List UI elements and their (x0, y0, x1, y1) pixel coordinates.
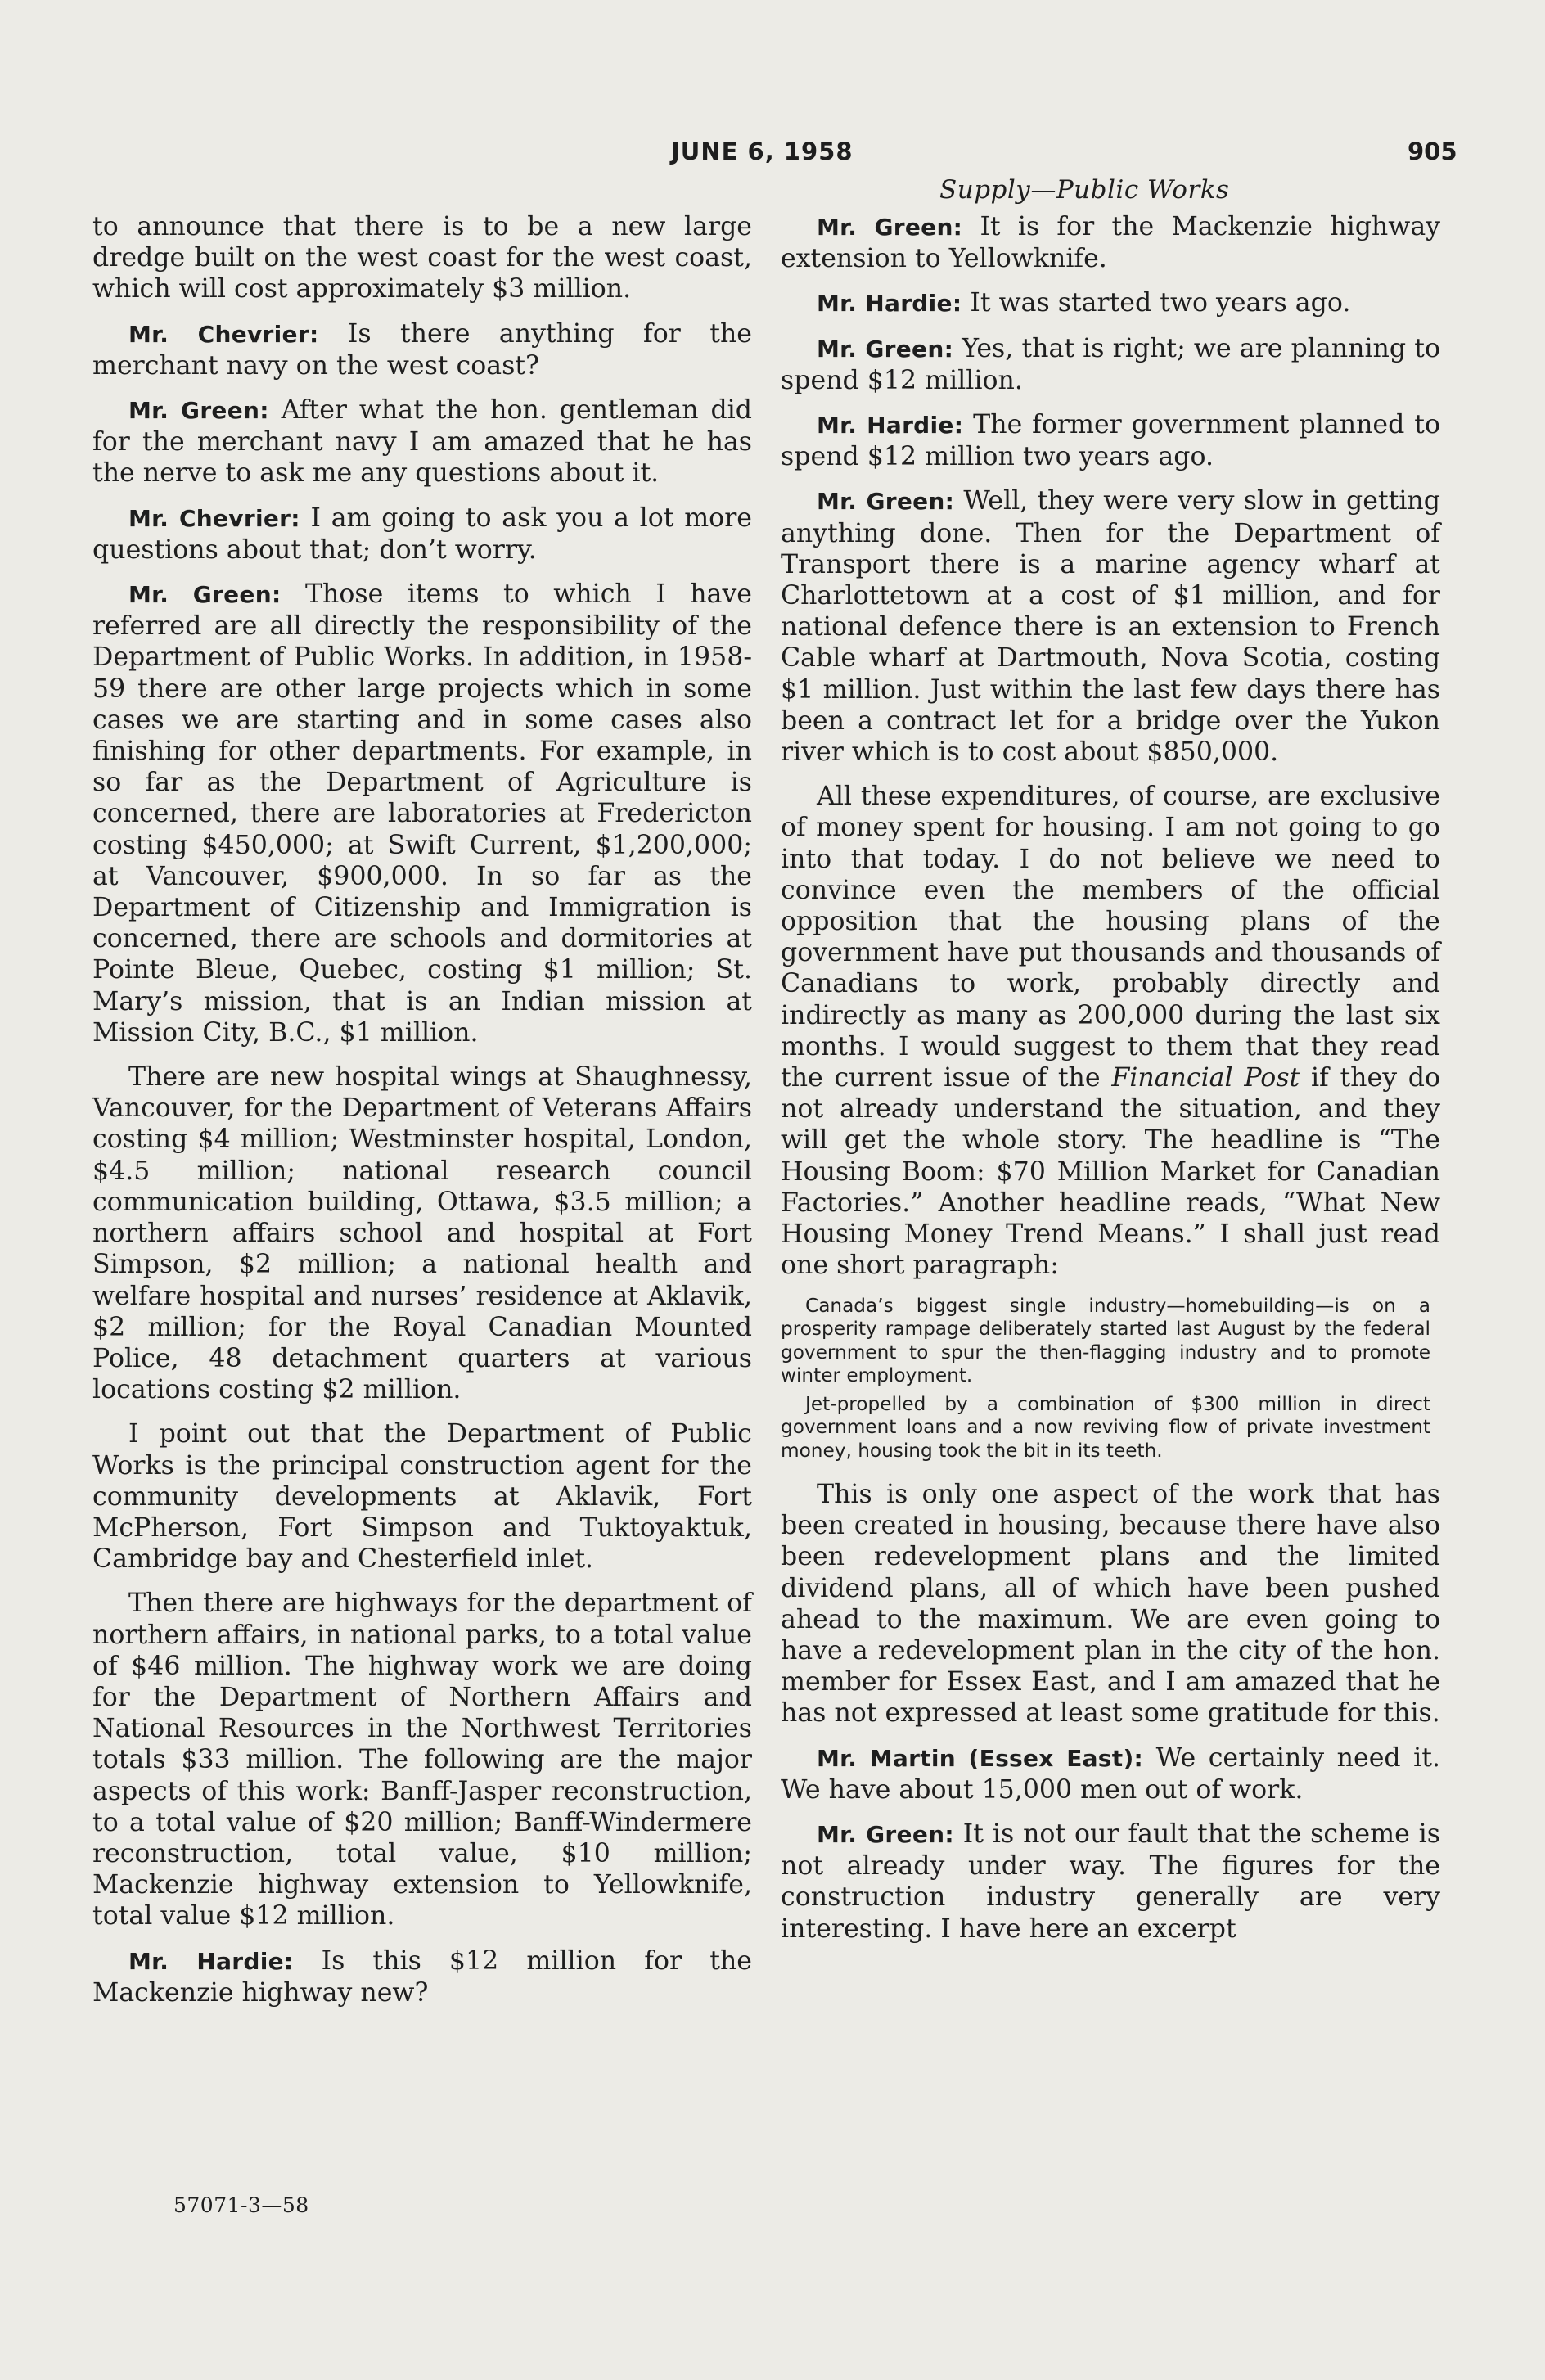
speaker-name: Mr. Green: (128, 581, 282, 609)
text-paragraph (92, 211, 752, 305)
paragraph-text: After what the hon. gentleman did for the merchant navy I am amazed that he has the nerve to ask me any questions about it. (92, 395, 753, 489)
paragraph-text: It was started two years ago. (962, 288, 1351, 318)
speaker-name: Mr. Martin (Essex East): (817, 1744, 1144, 1772)
paragraph-text: This is only one aspect of the work that has been created in housing, because there have also been redevelopment plans and the limited dividend plans, all of which have been pushed ahead to the maximum. We are even going to have a redevelopment plan in the city of the hon. member for Essex East, and I am amazed that he has not expressed at least some gratitude for this. (781, 1480, 1440, 1729)
right-column-lower (781, 1479, 1440, 1945)
speaker-name: Mr. Green: (817, 488, 955, 516)
speaker-name: Mr. Hardie: (817, 290, 962, 318)
text-paragraph (92, 1588, 752, 1931)
paragraph-text: There are new hospital wings at Shaughnessy, Vancouver, for the Department of Veterans Affairs costing $4 million; Westminster hospital, London, $4.5 million; national research council communication building, Ottawa, $3.5 million; a northern affairs school and hospital at Fort Simpson, $2 million; a national health and welfare hospital and nurses’ residence at Aklavik, $2 million; for the Royal Canadian Mounted Police, 48 detachment quarters at various locations costing $2 million. (92, 1062, 752, 1405)
speaker-name: Mr. Chevrier: (128, 320, 319, 348)
speech-paragraph (92, 503, 752, 566)
housing-text-before: All these expenditures, of course, are exclusive of money spent for housing. I am not going to go into that today. I do not believe we need to convince even the members of the official opposition that the housing plans of the government have put thousands and thousands of Canadians to work, probably directly and indirectly as many as 200,000 during the last six months. I would suggest to them that they read the current issue of the (781, 782, 1440, 1093)
speaker-name: Mr. Hardie: (128, 1947, 294, 1975)
speech-paragraph (781, 287, 1440, 319)
paragraph-text: The former government planned to spend $12 million two years ago. (781, 410, 1440, 472)
section-title: Supply—Public Works (939, 175, 1230, 205)
paragraph-text: Well, they were very slow in getting anything done. Then for the Department of Transport there is a marine agency wharf at Charlottetown at a cost of $1 million, and for national defence there is an extension to French Cable wharf at Dartmouth, Nova Scotia, costing $1 million. Just within the last few days there has been a contract let for a bridge over the Yukon river which is to cost about $850,000. (781, 486, 1440, 768)
speaker-name: Mr. Hardie: (817, 412, 964, 439)
text-paragraph (92, 1062, 752, 1405)
quote-paragraph: Canada’s biggest single industry—homebuilding—is on a prosperity rampage deliberately started last August by the federal government to spur the then-flagging industry and to promote winter employment. (781, 1294, 1430, 1386)
block-quote (781, 1295, 1440, 1463)
footer-code: 57071-3—58 (173, 2193, 309, 2217)
speech-paragraph (781, 409, 1440, 472)
speech-paragraph (92, 394, 752, 489)
paragraph-text: Is this $12 million for the Mackenzie highway new? (92, 1945, 752, 2008)
paragraph-text: Those items to which I have referred are all directly the responsibility of the Department of Public Works. In addition, in 1958-59 there are other large projects which in some cases we are starting and in some cases also finishing for other departments. For example, in so far as the Department of Agriculture is concerned, there are laboratories at Fredericton costing $450,000; at Swift Current, $1,200,000; at Vancouver, $900,000. In so far as the Department of Citizenship and Immigration is concerned, there are schools and dormitories at Pointe Bleue, Quebec, costing $1 million; St. Mary’s mission, that is an Indian mission at Mission City, B.C., $1 million. (92, 579, 752, 1048)
paragraph-text: Yes, that is right; we are planning to spend $12 million. (781, 333, 1440, 395)
housing-paragraph (781, 781, 1440, 1281)
speech-paragraph (781, 211, 1440, 274)
housing-text-after: if they do not already understand the situation, and they will get the whole story. The headline is “The Housing Boom: $70 Million Market for Canadian Factories.” Another headline reads, “What New Housing Money Trend Means.” I shall just read one short paragraph: (781, 1063, 1440, 1281)
speech-paragraph (92, 1945, 752, 2008)
paragraph-text: Then there are highways for the department of northern affairs, in national parks, to a total value of $46 million. The highway work we are doing for the Department of Northern Affairs and National Resources in the Northwest Territories totals $33 million. The following are the major aspects of this work: Banff-Jasper reconstruction, to a total value of $20 million; Banff-Windermere reconstruction, total value, $10 million; Mackenzie highway extension to Yellowknife, total value $12 million. (92, 1589, 752, 1931)
text-paragraph (781, 1479, 1440, 1729)
financial-post-title: Financial Post (1111, 1063, 1300, 1093)
paragraph-text: We certainly need it. We have about 15,000 men out of work. (781, 1742, 1440, 1805)
speaker-name: Mr. Chevrier: (128, 504, 300, 532)
page-number: 905 (1408, 137, 1457, 165)
speech-paragraph (781, 485, 1440, 768)
speech-paragraph (781, 1819, 1440, 1945)
paragraph-text: I am going to ask you a lot more questions about that; don’t worry. (92, 503, 753, 565)
speech-paragraph (781, 1742, 1440, 1805)
right-column-upper (781, 211, 1440, 768)
speaker-name: Mr. Green: (128, 397, 269, 425)
speech-paragraph (781, 333, 1440, 396)
quote-paragraph: Jet-propelled by a combination of $300 million in direct government loans and a now reviving flow of private investment money, housing took the bit in its teeth. (781, 1392, 1430, 1462)
speaker-name: Mr. Green: (817, 214, 963, 241)
left-column (92, 211, 752, 2022)
speech-paragraph (92, 579, 752, 1048)
paragraph-text: It is not our fault that the scheme is not already under way. The figures for the construction industry generally are very interesting. I have here an excerpt (781, 1819, 1440, 1944)
speaker-name: Mr. Green: (817, 335, 954, 363)
paragraph-text: I point out that the Department of Public Works is the principal construction agent for the community developments at Aklavik, Fort McPherson, Fort Simpson and Tuktoyaktuk, Cambridge bay and Chesterfield inlet. (92, 1419, 752, 1575)
text-paragraph (92, 1418, 752, 1575)
right-column (781, 211, 1440, 1958)
speech-paragraph (92, 318, 752, 381)
paragraph-text: It is for the Mackenzie highway extension to Yellowknife. (781, 212, 1441, 274)
paragraph-text: Is there anything for the merchant navy on the west coast? (92, 318, 752, 381)
speaker-name: Mr. Green: (817, 1821, 954, 1849)
page-date: JUNE 6, 1958 (671, 137, 854, 165)
paragraph-text: to announce that there is to be a new large dredge built on the west coast for the west coast, which will cost approximately $3 million. (92, 212, 752, 304)
